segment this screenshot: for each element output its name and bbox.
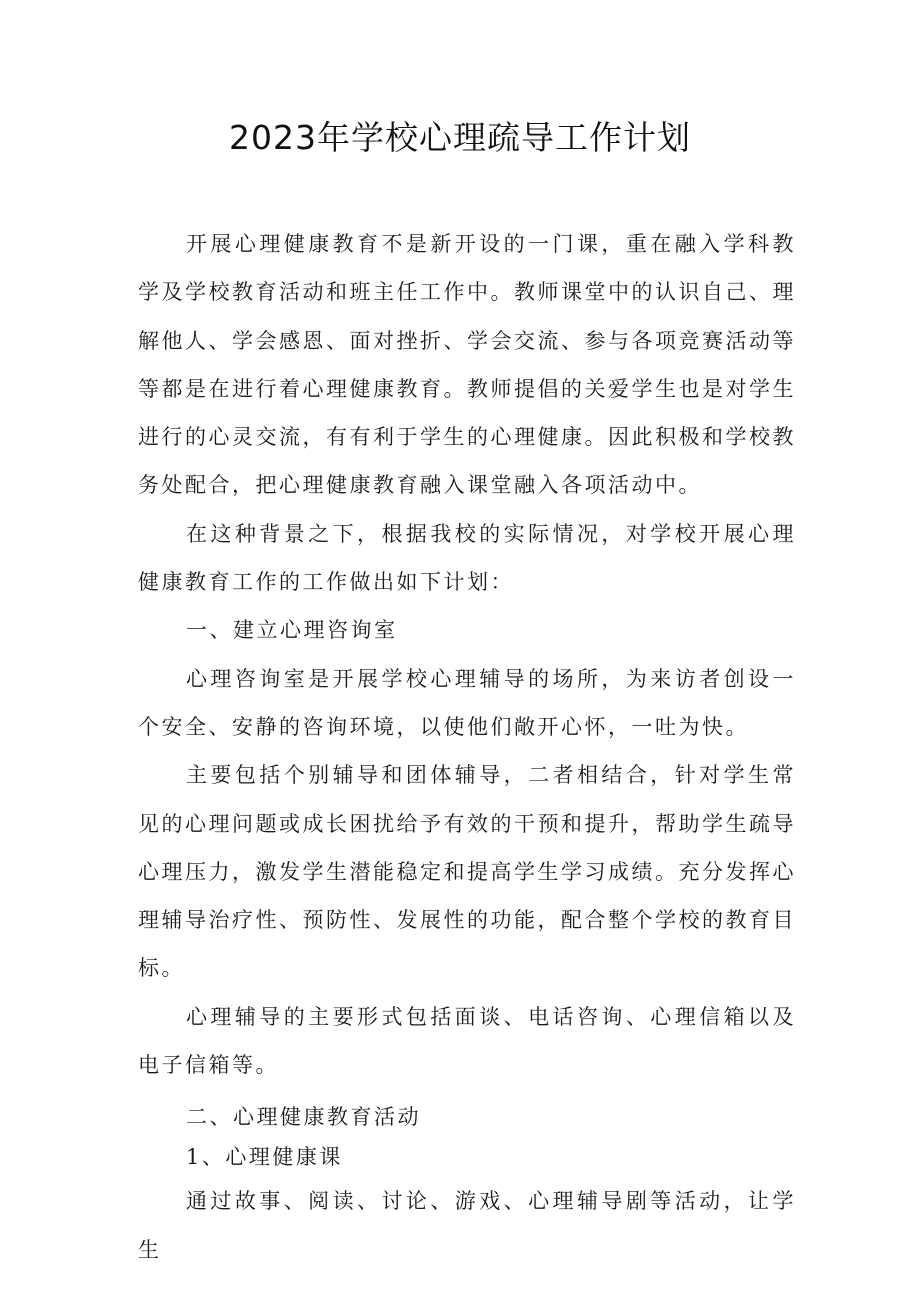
- paragraph-intro: 开展心理健康教育不是新开设的一门课，重在融入学科教学及学校教育活动和班主任工作中。教师课堂中的认识自己、理解他人、学会感恩、面对挫折、学会交流、参与各项竞赛活动等等都是在进行着心理健康教育。教师提倡的关爱学生也是对学生进行的心灵交流，有有利于学生的心理健康。因此积极和学校教务处配合，把心理健康教育融入课堂融入各项活动中。: [138, 232, 796, 498]
- document-title: 2023年学校心理疏导工作计划: [229, 118, 691, 157]
- paragraph-counseling-types: 主要包括个别辅导和团体辅导，二者相结合，针对学生常见的心理问题或成长困扰给予有效的干预和提升，帮助学生疏导心理压力，激发学生潜能稳定和提高学生学习成绩。充分发挥心理辅导治疗性、预防性、发展性的功能，配合整个学校的教育目标。: [138, 763, 796, 981]
- section-heading-1: 一、建立心理咨询室: [186, 618, 398, 643]
- document-body: [138, 220, 796, 1274]
- section-heading-2: 二、心理健康教育活动: [186, 1105, 421, 1130]
- paragraph-counseling-room: 心理咨询室是开展学校心理辅导的场所，为来访者创设一个安全、安静的咨询环境，以使他们敞开心怀，一吐为快。: [138, 666, 796, 739]
- paragraph-background: 在这种背景之下，根据我校的实际情况，对学校开展心理健康教育工作的工作做出如下计划：: [138, 521, 796, 595]
- spacer: [138, 1089, 796, 1097]
- subsection-heading-1: 1、心理健康课: [186, 1145, 343, 1170]
- paragraph-course: 通过故事、阅读、讨论、游戏、心理辅导剧等活动，让学生: [138, 1189, 796, 1262]
- paragraph-counseling-forms: 心理辅导的主要形式包括面谈、电话咨询、心理信箱以及电子信箱等。: [138, 1004, 796, 1078]
